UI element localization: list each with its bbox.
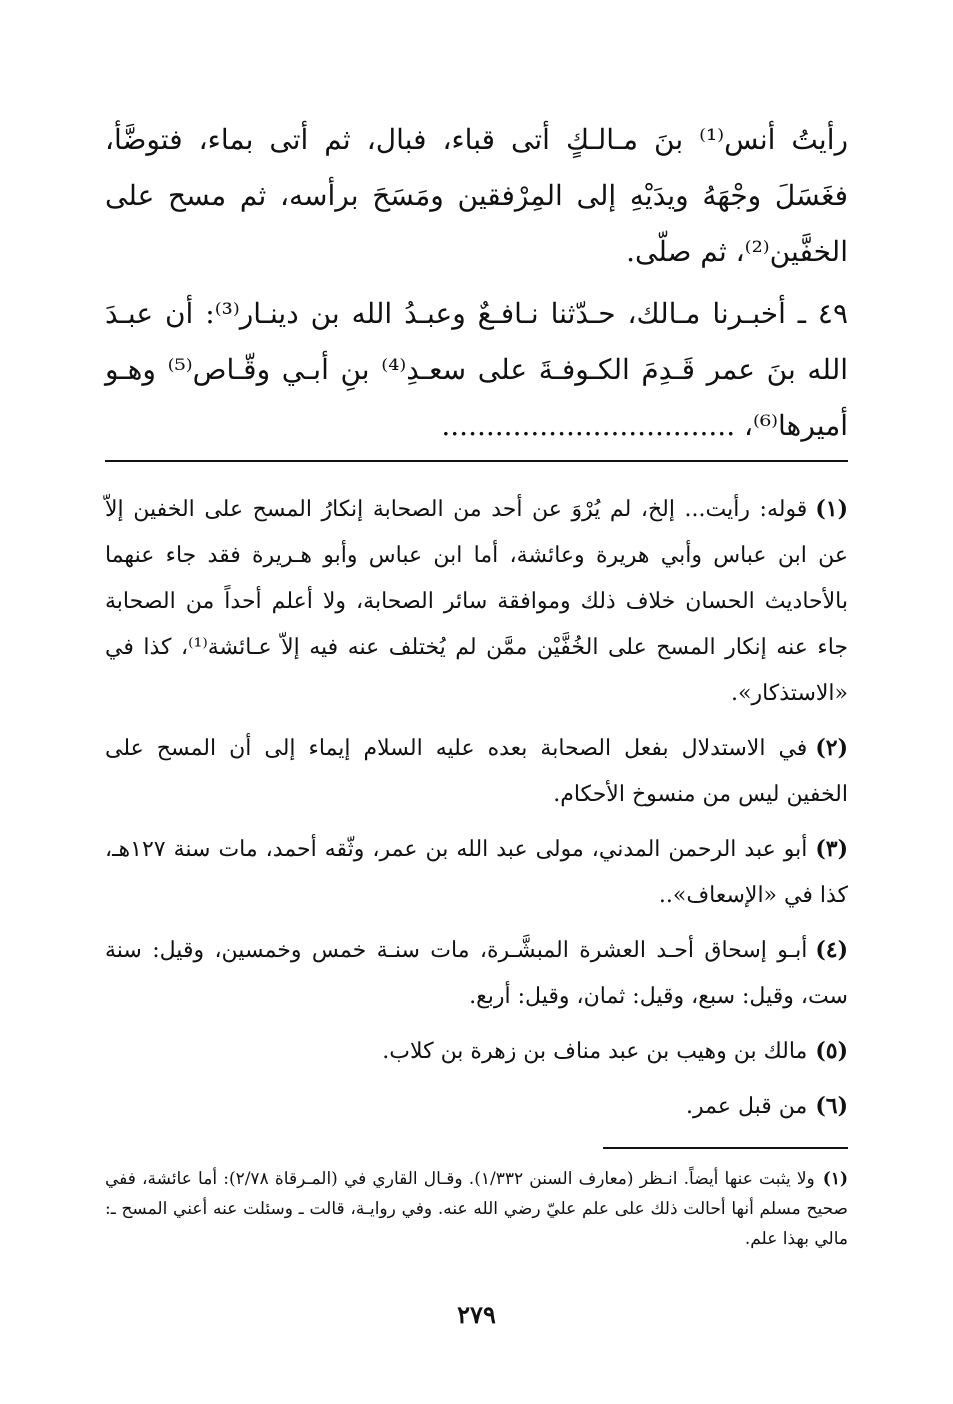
footnote-number: (١) xyxy=(815,496,848,522)
footnote-text: من قبل عمر. xyxy=(686,1094,808,1119)
footnote-number: (٦) xyxy=(815,1093,848,1119)
sub-footnote xyxy=(105,1164,848,1254)
subnote-number: (١) xyxy=(822,1169,848,1189)
footnote-number: (٥) xyxy=(815,1038,848,1064)
footnote-number: (٢) xyxy=(815,735,848,761)
main-text xyxy=(105,112,848,460)
footnote-text: في الاستدلال بفعل الصحابة بعده عليه السلام إيماء إلى أن المسح على الخفين ليس من منسوخ الأحكام. xyxy=(105,736,848,807)
main-paragraph-2: ٤٩ ـ أخبـرنا مـالك، حـدّثنا نـافـعٌ وعبـدُ الله بن دينـار⁽³⁾: أن عبـدَ الله بنَ عمر قَـدِمَ الكـوفـةَ على سعـدِ⁽⁴⁾ بنِ أبـي وقّـاص⁽⁵⁾ وهـو أميرها⁽⁶⁾، ................................. xyxy=(105,297,848,442)
subnote-text: ولا يثبت عنها أيضاً. انـظر (معارف السنن ١/٣٣٢). وقـال القاري في (المـرقاة ٢/٧٨): أما عائشة، ففي صحيح مسلم أنها أحالت ذلك على علم عليّ رضي الله عنه. وفي روايـة، قالت ـ وسئلت عنه أعني المسح ـ: مالي بهذا علم. xyxy=(105,1169,848,1249)
subnote-separator xyxy=(603,1147,848,1149)
footnote-number: (٣) xyxy=(815,836,848,862)
footnotes xyxy=(105,486,848,1138)
footnote-3 xyxy=(105,826,848,919)
footnote-1 xyxy=(105,486,848,717)
main-paragraph-1: رأيتُ أنس⁽¹⁾ بنَ مـالـكٍ أتى قباء، فبال، ثم أتى بماء، فتوضَّأ، فغَسَلَ وجْهَهُ ويدَيْهِ إلى المِرْفقين ومَسَحَ برأسه، ثم مسح على الخفَّين⁽²⁾، ثم صلّى. xyxy=(105,123,848,268)
footnote-6 xyxy=(105,1083,848,1130)
footnote-text: أبو عبد الرحمن المدني، مولى عبد الله بن عمر، وثّقه أحمد، مات سنة ١٢٧هـ، كذا في «الإسعاف».. xyxy=(105,837,848,908)
footnote-4 xyxy=(105,927,848,1020)
footnote-2 xyxy=(105,725,848,818)
footnote-5 xyxy=(105,1028,848,1075)
footnote-text: أبـو إسحاق أحـد العشرة المبشَّـرة، مات سنـة خمس وخمسين، وقيل: سنة ست، وقيل: سبع، وقيل: ثمان، وقيل: أربع. xyxy=(105,938,848,1009)
page-number: ٢٧٩ xyxy=(457,1300,496,1329)
footnote-text: مالك بن وهيب بن عبد مناف بن زهرة بن كلاب. xyxy=(382,1039,808,1064)
footnote-separator xyxy=(105,460,848,462)
footnote-number: (٤) xyxy=(815,937,848,963)
footnote-text: قوله: رأيت... إلخ، لم يُرْوَ عن أحد من الصحابة إنكارُ المسح على الخفين إلاّ عن ابن عباس وأبي هريرة وعائشة، أما ابن عباس وأبو هـريرة فقد جاء عنهما بالأحاديث الحسان خلاف ذلك وموافقة سائر الصحابة، ولا أعلم أحداً من الصحابة جاء عنه إنكار المسح على الخُفَّيْن ممَّن لم يُختلف عنه فيه إلاّ عـائشة⁽¹⁾، كذا في «الاستذكار». xyxy=(105,497,849,706)
